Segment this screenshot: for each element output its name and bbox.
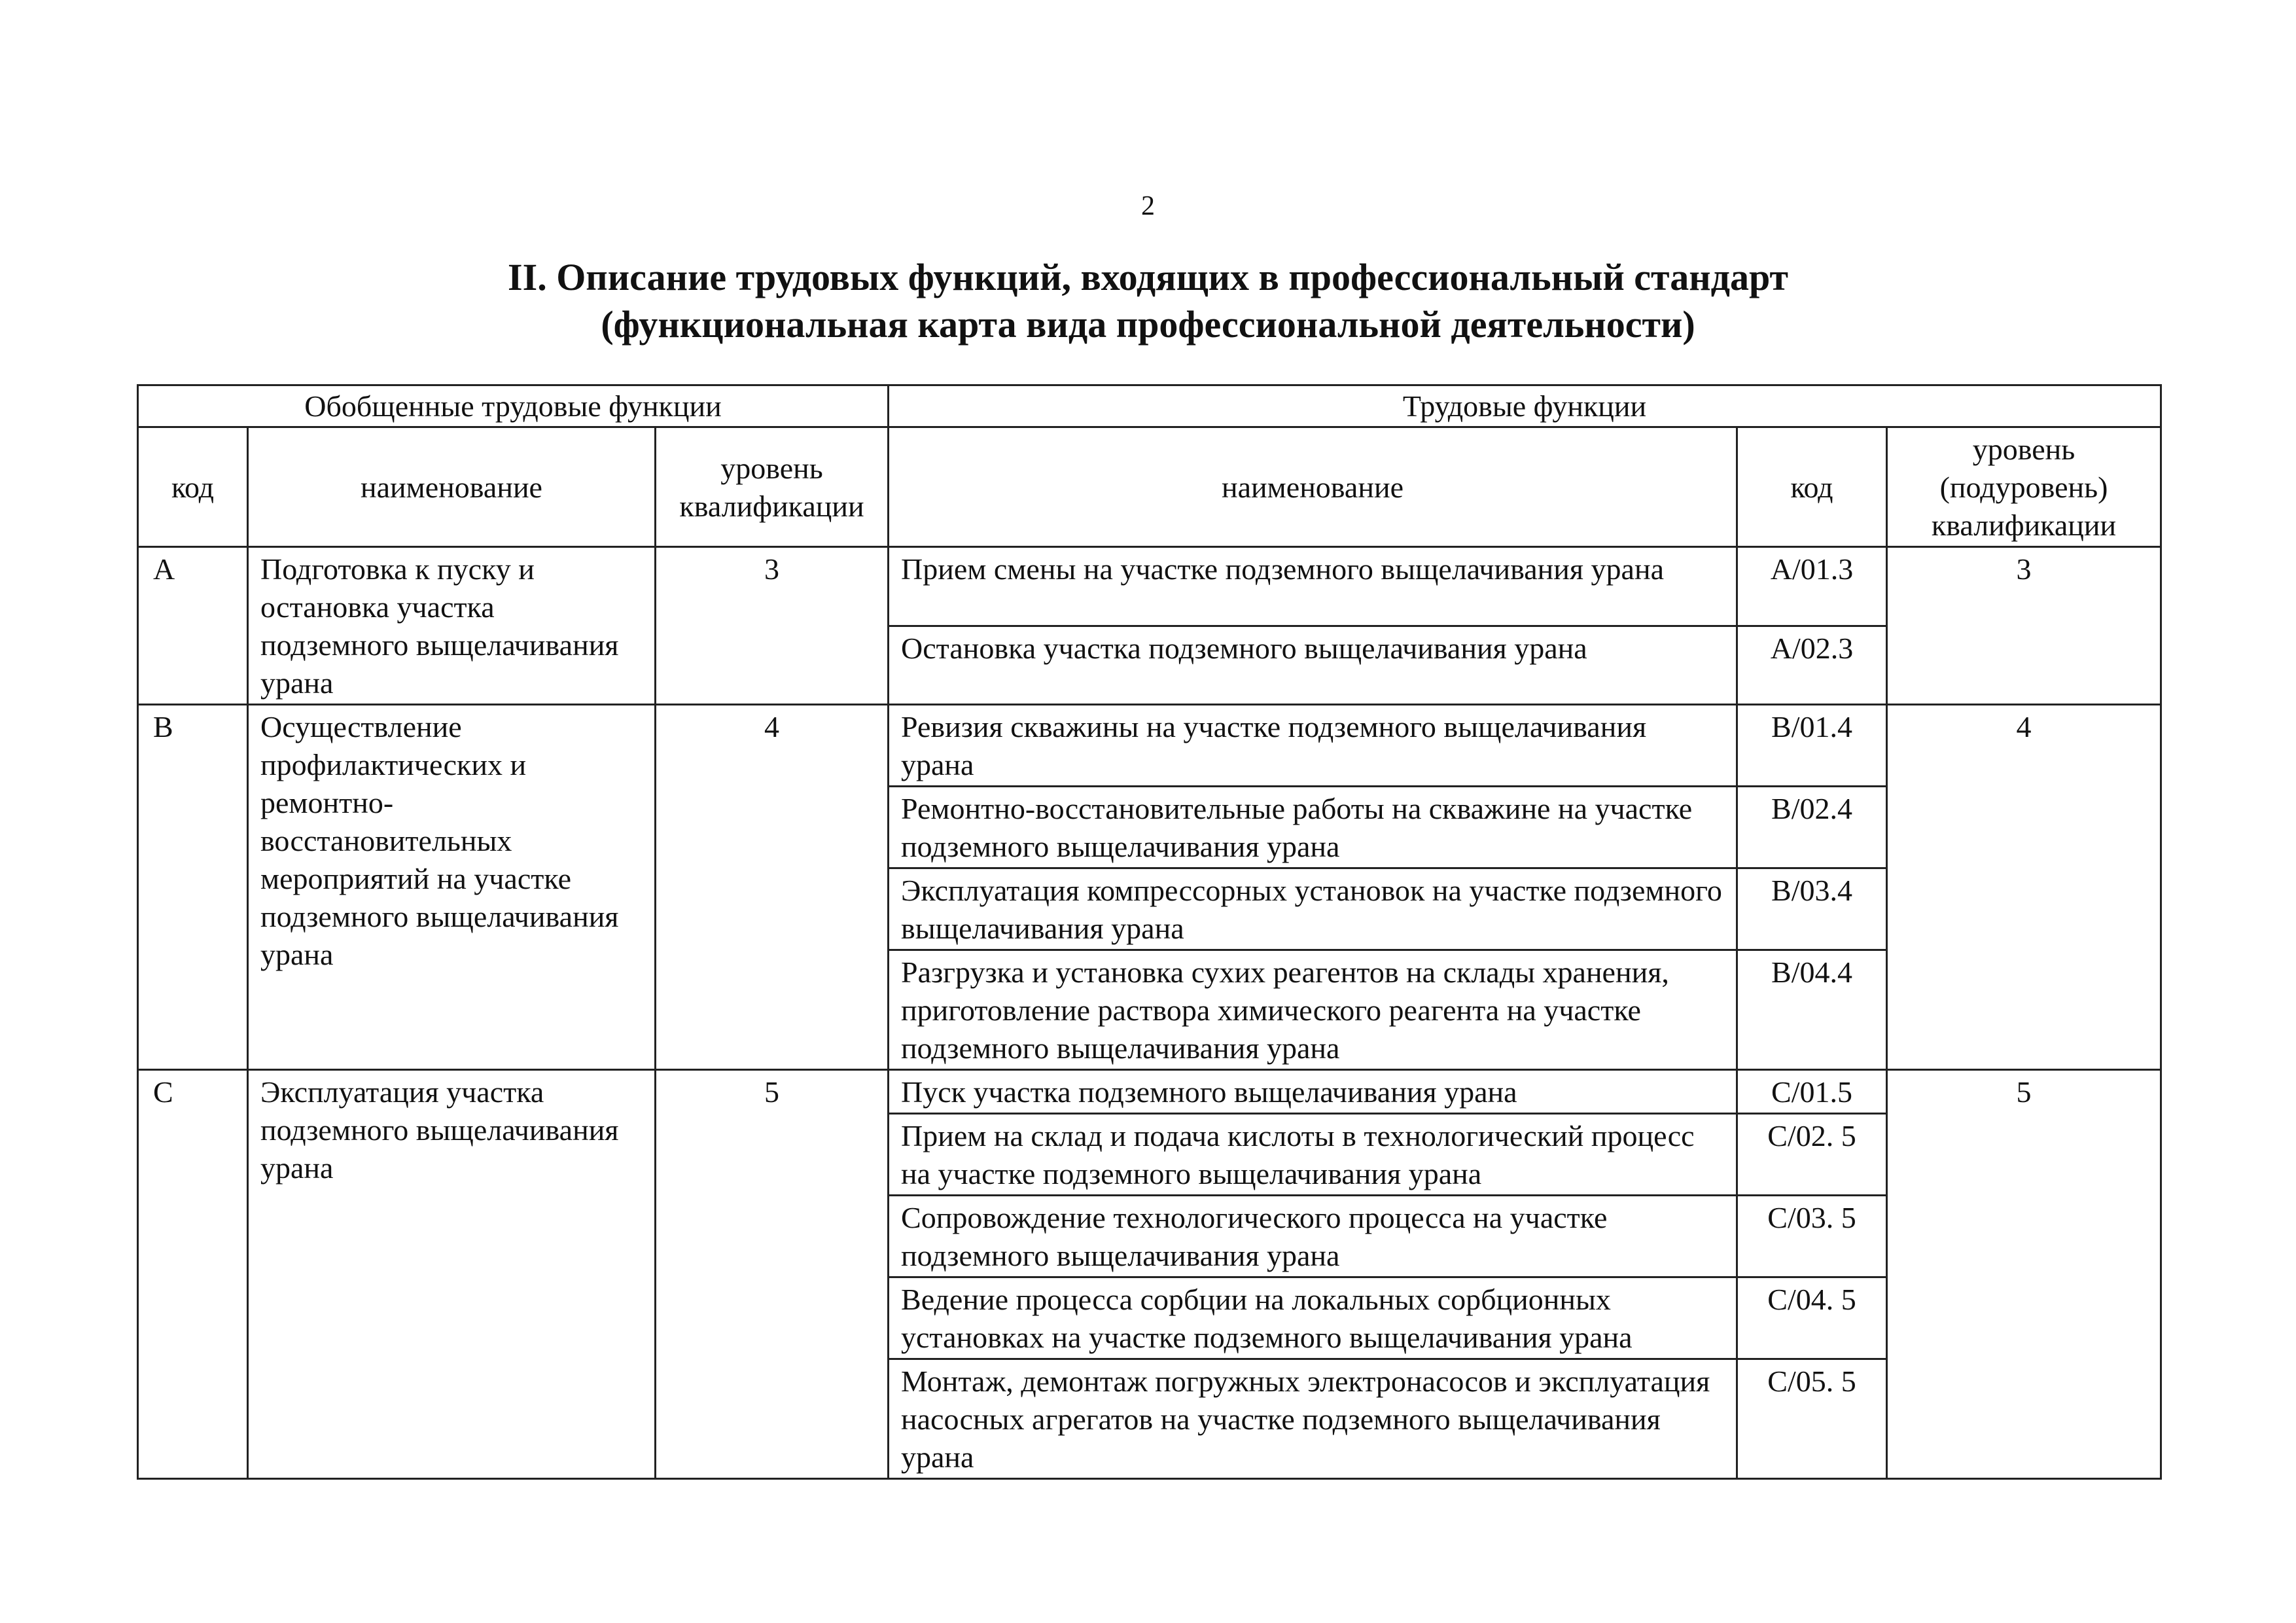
gen-name-cell: Осуществление профилактических и ремонтно-восстановительных мероприятий на участке подземного выщелачивания урана (248, 705, 656, 1070)
fn-name-cell: Ремонтно-восстановительные работы на скважине на участке подземного выщелачивания урана (889, 787, 1737, 868)
fn-name-cell: Ведение процесса сорбции на локальных сорбционных установках на участке подземного выщелачивания урана (889, 1277, 1737, 1359)
section-title-line-1: II. Описание трудовых функций, входящих в профессиональный стандарт (508, 256, 1788, 298)
section-title-line-2: (функциональная карта вида профессиональной деятельности) (601, 303, 1695, 346)
fn-code-cell: C/02. 5 (1737, 1114, 1887, 1196)
gen-name-cell: Подготовка к пуску и остановка участка подземного выщелачивания урана (248, 547, 656, 705)
gen-code-cell: B (138, 705, 248, 1070)
fn-level-cell: 4 (1887, 705, 2161, 1070)
fn-name-cell: Пуск участка подземного выщелачивания урана (889, 1070, 1737, 1114)
functional-map-table (137, 384, 2162, 1480)
fn-name-cell: Прием на склад и подача кислоты в технологический процесс на участке подземного выщелачивания урана (889, 1114, 1737, 1196)
fn-code-cell: C/04. 5 (1737, 1277, 1887, 1359)
gen-level-cell: 5 (656, 1070, 889, 1479)
fn-code-cell: C/03. 5 (1737, 1196, 1887, 1277)
fn-code-header: код (1737, 427, 1887, 547)
fn-level-cell: 5 (1887, 1070, 2161, 1479)
group-header-row (138, 385, 2161, 427)
fn-name-cell: Ревизия скважины на участке подземного выщелачивания урана (889, 705, 1737, 787)
fn-code-cell: A/01.3 (1737, 547, 1887, 626)
gen-level-header: уровень квалификации (656, 427, 889, 547)
column-header-row (138, 427, 2161, 547)
gen-name-cell: Эксплуатация участка подземного выщелачивания урана (248, 1070, 656, 1479)
fn-code-cell: B/03.4 (1737, 868, 1887, 950)
fn-name-cell: Эксплуатация компрессорных установок на участке подземного выщелачивания урана (889, 868, 1737, 950)
gen-code-cell: C (138, 1070, 248, 1479)
labor-functions-header: Трудовые функции (889, 385, 2161, 427)
fn-code-cell: B/01.4 (1737, 705, 1887, 787)
fn-code-cell: A/02.3 (1737, 626, 1887, 705)
gen-level-cell: 4 (656, 705, 889, 1070)
fn-level-cell: 3 (1887, 547, 2161, 705)
gen-name-header: наименование (248, 427, 656, 547)
gen-code-header: код (138, 427, 248, 547)
fn-name-cell: Остановка участка подземного выщелачивания урана (889, 626, 1737, 705)
fn-level-header: уровень (подуровень) квалификации (1887, 427, 2161, 547)
fn-name-header: наименование (889, 427, 1737, 547)
fn-name-cell: Монтаж, демонтаж погружных электронасосов и эксплуатация насосных агрегатов на участке подземного выщелачивания урана (889, 1359, 1737, 1479)
section-title (0, 254, 2296, 348)
fn-code-cell: B/04.4 (1737, 950, 1887, 1070)
fn-code-cell: B/02.4 (1737, 787, 1887, 868)
page-number: 2 (1141, 191, 1155, 221)
table-row (138, 547, 2161, 626)
fn-name-cell: Разгрузка и установка сухих реагентов на склады хранения, приготовление раствора химического реагента на участке подземного выщелачивания урана (889, 950, 1737, 1070)
fn-name-cell: Сопровождение технологического процесса на участке подземного выщелачивания урана (889, 1196, 1737, 1277)
gen-code-cell: A (138, 547, 248, 705)
gen-level-cell: 3 (656, 547, 889, 705)
table-row (138, 705, 2161, 787)
generalized-functions-header: Обобщенные трудовые функции (138, 385, 889, 427)
fn-name-cell: Прием смены на участке подземного выщелачивания урана (889, 547, 1737, 626)
table-row (138, 1070, 2161, 1114)
fn-code-cell: C/05. 5 (1737, 1359, 1887, 1479)
fn-code-cell: C/01.5 (1737, 1070, 1887, 1114)
